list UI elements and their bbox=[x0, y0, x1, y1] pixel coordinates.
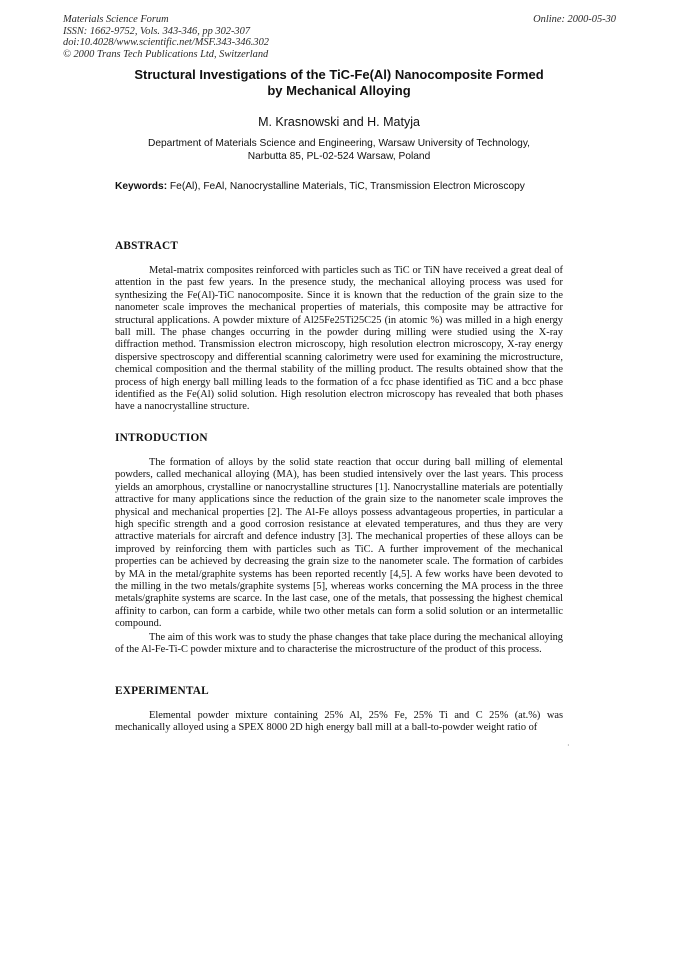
affiliation-line-1: Department of Materials Science and Engineering, Warsaw University of Technology, bbox=[147, 138, 531, 149]
stray-mark: · bbox=[567, 741, 570, 750]
affiliation bbox=[70, 138, 608, 163]
experimental-heading: EXPERIMENTAL bbox=[115, 685, 209, 697]
keywords bbox=[115, 181, 525, 192]
doi-line: doi:10.4028/www.scientific.net/MSF.343-346.302 bbox=[63, 37, 269, 49]
abstract-heading: ABSTRACT bbox=[115, 240, 179, 252]
paper-title bbox=[70, 67, 608, 99]
keywords-list: Fe(Al), FeAl, Nanocrystalline Materials, TiC, Transmission Electron Microscopy bbox=[167, 181, 525, 192]
experimental-text: Elemental powder mixture containing 25% Al, 25% Fe, 25% Ti and C 25% (at.%) was mechanically alloyed using a SPEX 8000 2D high energy ball mill at a ball-to-powder weight ratio of bbox=[115, 710, 563, 734]
title-line-2: by Mechanical Alloying bbox=[267, 83, 411, 98]
issn-line: ISSN: 1662-9752, Vols. 343-346, pp 302-307 bbox=[63, 25, 251, 37]
journal-header bbox=[63, 14, 269, 60]
introduction-paragraph-2: The aim of this work was to study the phase changes that take place during the mechanical alloying of the Al-Fe-Ti-C powder mixture and to characterise the microstructure of the product of this process. bbox=[115, 632, 563, 656]
online-date: Online: 2000-05-30 bbox=[533, 14, 616, 25]
affiliation-line-2: Narbutta 85, PL-02-524 Warsaw, Poland bbox=[247, 150, 431, 162]
title-line-1: Structural Investigations of the TiC-Fe(Al) Nanocomposite Formed bbox=[134, 67, 544, 82]
introduction-heading: INTRODUCTION bbox=[115, 432, 208, 444]
journal-name: Materials Science Forum bbox=[63, 14, 169, 25]
keywords-label: Keywords: bbox=[115, 181, 168, 192]
abstract-text: Metal-matrix composites reinforced with particles such as TiC or TiN have received a great deal of attention in the past few years. In the presence study, the mechanical alloying process was used for synthesizing the Fe(Al)-TiC nanocomposite. Since it is known that the reduction of the grain size to the nanometer scale improves the mechanical properties of materials, this composite may be attractive for structural applications. A powder mixture of Al25Fe25Ti25C25 (in atomic %) was milled in a high energy ball mill. The phase changes occurring in the powder during milling were studied using the X-ray diffraction method. Transmission electron microscopy, high resolution electron microscopy, X-ray energy dispersive spectroscopy and differential scanning calorimetry were used for examining the microstructure, chemical composition and the thermal stability of the milling product. The results obtained show that the process of high energy ball milling leads to the formation of a fcc phase identified as TiC and a bcc phase identified as the Fe(Al) solid solution. High resolution electron microscopy has revealed that both phases have a nanocrystalline structure. bbox=[115, 265, 563, 413]
copyright-line: © 2000 Trans Tech Publications Ltd, Switzerland bbox=[63, 48, 269, 60]
introduction-paragraph-1: The formation of alloys by the solid state reaction that occur during ball milling of elemental powders, called mechanical alloying (MA), has been studied intensively over the last years. This process yields an amorphous, crystalline or nanocrystalline structures [1]. Nanocrystalline materials are potentially attractive for many applications since the reduction of the grain size to the nanometer scale improves the physical and mechanical properties [2]. The Al-Fe alloys possess advantageous properties, in particular a high specific strength and a good corrosion resistance at elevated temperatures, and thus they are very attractive materials for aircraft and defence industry [3]. The mechanical properties of these alloys can be improved by reinforcing them with particles such as TiC. A further improvement of the mechanical properties can be achieved by decreasing the grain size to the nanometer scale. The formation of carbides by MA in the metal/graphite systems has been reported recently [4,5]. A few works have been devoted to the milling in the two metals/graphite systems [5], whereas works concerning the MA process in the three metals/graphite systems are scarce. In the last case, one of the metals, that possessing the highest chemical affinity to carbon, can form a carbide, while two other metals can form a solid solution or an intermetallic compound. bbox=[115, 457, 563, 630]
authors: M. Krasnowski and H. Matyja bbox=[258, 115, 420, 129]
